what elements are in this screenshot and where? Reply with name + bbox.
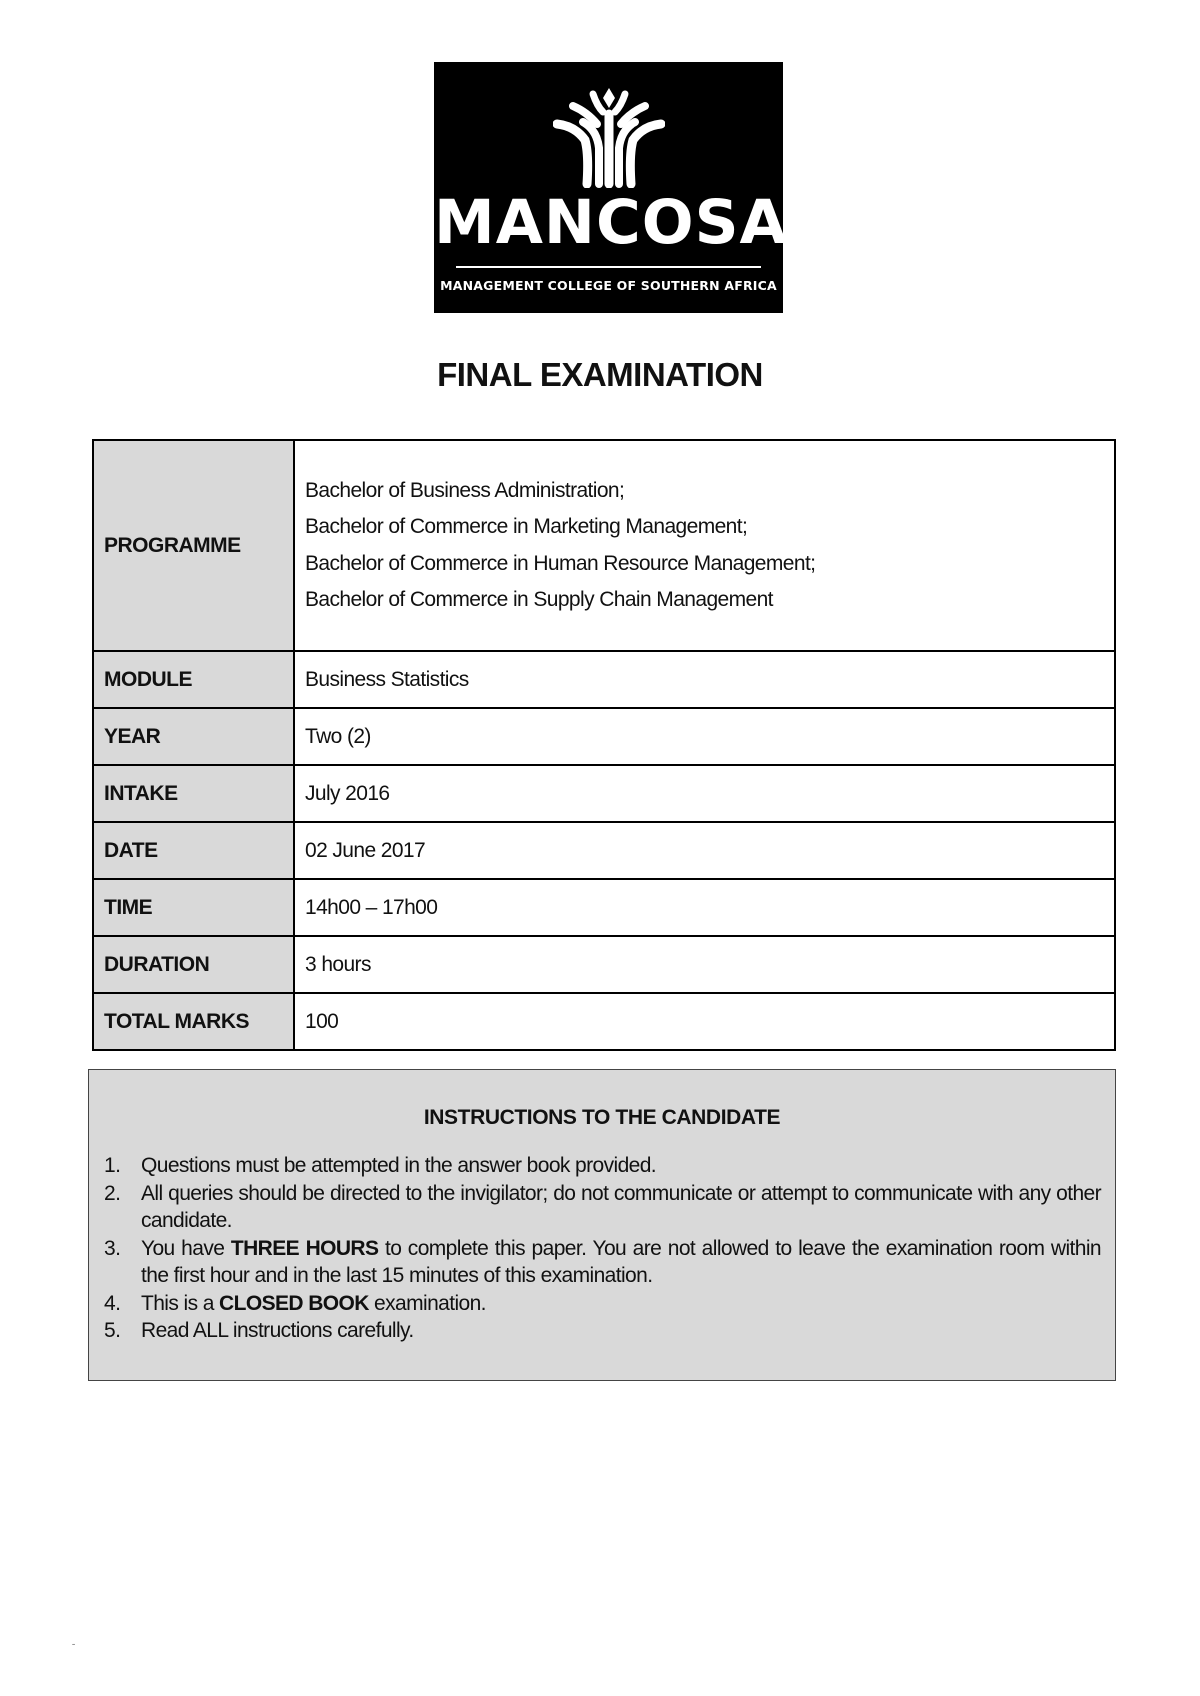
- mancosa-logo: [434, 62, 788, 313]
- programme-line: Bachelor of Business Administration;: [305, 478, 625, 502]
- programme-value: [294, 440, 1115, 651]
- logo-brand: MANCOSA: [434, 187, 788, 258]
- programme-line: Bachelor of Commerce in Supply Chain Management: [305, 588, 773, 611]
- programme-label: PROGRAMME: [93, 440, 294, 651]
- exam-details-table: [92, 439, 1116, 1051]
- module-value: Business Statistics: [294, 651, 1115, 708]
- table-row: [93, 651, 1115, 708]
- instruction-emphasis: CLOSED BOOK: [219, 1291, 369, 1315]
- page-title: FINAL EXAMINATION: [437, 356, 763, 393]
- instruction-text: All queries should be directed to the invigilator; do not communicate or attempt to communicate with any other candidate.: [141, 1181, 1101, 1232]
- table-row: [93, 879, 1115, 936]
- instruction-text-pre: This is a: [141, 1291, 214, 1315]
- instruction-number: 5.: [104, 1319, 121, 1342]
- instruction-number: 3.: [104, 1236, 121, 1260]
- table-row: [93, 765, 1115, 822]
- year-value: Two (2): [294, 708, 1115, 765]
- total-marks-label: TOTAL MARKS: [93, 993, 294, 1050]
- instruction-item: [104, 1290, 1101, 1318]
- instruction-emphasis: THREE HOURS: [230, 1236, 379, 1260]
- instruction-text-post: to complete this paper. You are not allowed to leave the examination room within the first hour and in the last 15 minutes of this examination.: [141, 1236, 1101, 1287]
- instruction-text-pre: You have: [141, 1236, 225, 1260]
- year-label: YEAR: [93, 708, 294, 765]
- total-marks-value: 100: [294, 993, 1115, 1050]
- instruction-text: Read ALL instructions carefully.: [141, 1319, 414, 1342]
- logo-divider: [456, 266, 761, 268]
- instruction-number: 2.: [104, 1181, 121, 1205]
- instruction-item: [104, 1235, 1101, 1290]
- module-label: MODULE: [93, 651, 294, 708]
- time-label: TIME: [93, 879, 294, 936]
- intake-label: INTAKE: [93, 765, 294, 822]
- intake-value: July 2016: [294, 765, 1115, 822]
- table-row: [93, 440, 1115, 651]
- instructions-title: INSTRUCTIONS TO THE CANDIDATE: [423, 1106, 781, 1129]
- logo-subtitle: MANAGEMENT COLLEGE OF SOUTHERN AFRICA: [440, 278, 777, 293]
- date-value: 02 June 2017: [294, 822, 1115, 879]
- time-value: 14h00 – 17h00: [294, 879, 1115, 936]
- programme-line: Bachelor of Commerce in Human Resource Management;: [305, 551, 816, 575]
- table-row: [93, 822, 1115, 879]
- duration-label: DURATION: [93, 936, 294, 993]
- instructions-list: [104, 1152, 1101, 1345]
- instructions-box: [88, 1069, 1116, 1381]
- footer-mark: ˉ: [72, 1643, 76, 1654]
- table-row: [93, 993, 1115, 1050]
- table-row: [93, 936, 1115, 993]
- instruction-item: [104, 1317, 1101, 1345]
- instruction-text: Questions must be attempted in the answer book provided.: [141, 1154, 657, 1177]
- mancosa-emblem-icon: [553, 84, 665, 188]
- instruction-item: [104, 1180, 1101, 1235]
- date-label: DATE: [93, 822, 294, 879]
- instruction-item: [104, 1152, 1101, 1180]
- instruction-text-post: examination.: [374, 1291, 486, 1315]
- duration-value: 3 hours: [294, 936, 1115, 993]
- instruction-number: 1.: [104, 1154, 121, 1177]
- programme-line: Bachelor of Commerce in Marketing Management;: [305, 515, 748, 538]
- instruction-number: 4.: [104, 1291, 121, 1315]
- table-row: [93, 708, 1115, 765]
